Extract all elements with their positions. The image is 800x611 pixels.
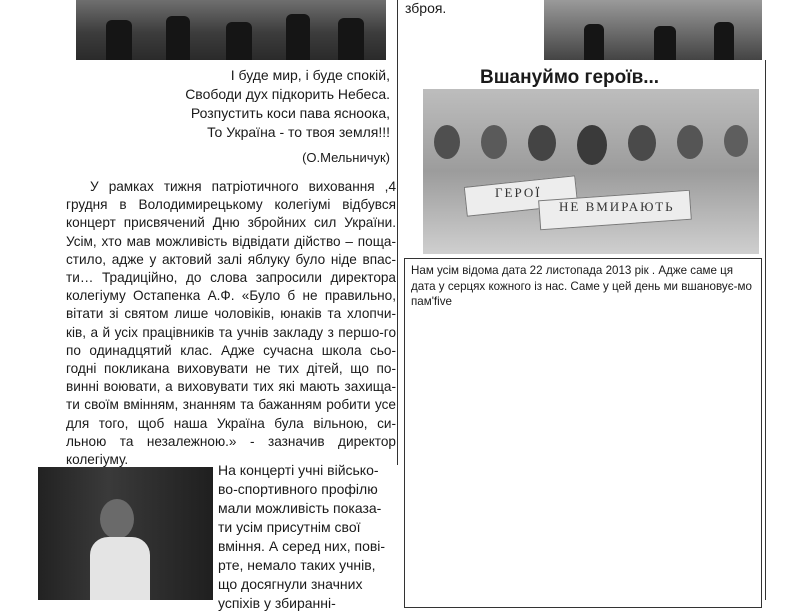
hero-face	[528, 125, 556, 161]
singer-head	[100, 499, 134, 539]
soldier-figure	[714, 22, 734, 60]
hero-face	[434, 125, 460, 159]
concert-line-5: вміння. А серед них, пові-	[218, 538, 386, 554]
hero-face	[724, 125, 748, 157]
heroes-heading: Вшануймо героїв...	[480, 67, 660, 88]
hero-face	[481, 125, 507, 159]
soldier-figure	[338, 18, 364, 60]
article-paragraph: У рамках тижня патріотичного виховання ,4 грудня в Володимирецькому колегіумі відбувся концерт присвячений Дню збройних сил України. Усім, хто мав можливість відвідати дійство – поща-стило, адже у актовий залі яблуку було ніде впас-ти… Традиційно, до слова запросили директора колегіуму Остапенка А.Ф. «Було б не правильно, вітати зі святом лише чоловіків, юнаків та хлопчи-ків, а й усіх працівників та учнів закладу з першо-го по одинадцятий клас. Адже сучасна школа сьо-годні покликана виховувати не тих дітей, що по-винні воювати, а виховувати тих які мають захища-ти своїм вмінням, знанням та бажанням робити усе для того, щоб наша Україна була вільною, си-льною та незалежною.» - зазначив директор колегіуму.	[66, 179, 396, 468]
concert-line-4: ти усім присутнім свої	[218, 519, 361, 535]
column-divider	[397, 0, 398, 465]
banner-text-1: ГЕРОЇ	[495, 185, 542, 200]
poem-line-1: І буде мир, і буде спокій,	[230, 67, 390, 83]
poem-line-4: То Україна - то твоя земля!!!	[207, 124, 390, 140]
banner-text-2: НЕ ВМИРАЮТЬ	[559, 199, 675, 214]
concert-line-3: мали можливість показа-	[218, 500, 382, 516]
heroes-illustration	[423, 89, 759, 254]
poem-line-3: Розпустить коси пава ясноока,	[190, 105, 390, 121]
heroes-info-box	[404, 258, 762, 608]
soldiers-photo-left	[76, 0, 386, 60]
right-frame-line	[765, 60, 766, 600]
soldier-figure	[166, 16, 190, 60]
concert-line-6: рте, немало таких учнів,	[218, 557, 376, 573]
poem-line-2: Свободи дух підкорить Небеса.	[185, 86, 390, 102]
hero-face	[628, 125, 656, 161]
poem-author: (О.Мельничук)	[302, 150, 390, 165]
singer-photo	[38, 467, 213, 600]
soldier-figure	[584, 24, 604, 60]
heroes-faces	[423, 125, 759, 185]
singer-dress	[90, 537, 150, 600]
concert-line-2: во-спортивного профілю	[218, 481, 378, 497]
soldier-figure	[106, 20, 132, 60]
top-text-fragment: зброя.	[405, 0, 447, 16]
soldier-figure	[226, 22, 252, 60]
soldiers-photo-right	[544, 0, 762, 60]
hero-face	[677, 125, 703, 159]
info-paragraph-1: Нам усім відома дата 22 листопада 2013 рік . Адже саме ця дата у серцях кожного із нас. Саме у цей день ми вшановує-мо пам'five	[411, 264, 752, 309]
concert-line-1: На концерті учні військо-	[218, 462, 379, 478]
hero-face	[577, 125, 607, 165]
soldier-figure	[654, 26, 676, 60]
concert-line-7: що досягнули значних	[218, 576, 363, 592]
concert-line-8: успіхів у збиранні-	[218, 595, 336, 611]
soldier-figure	[286, 14, 310, 60]
